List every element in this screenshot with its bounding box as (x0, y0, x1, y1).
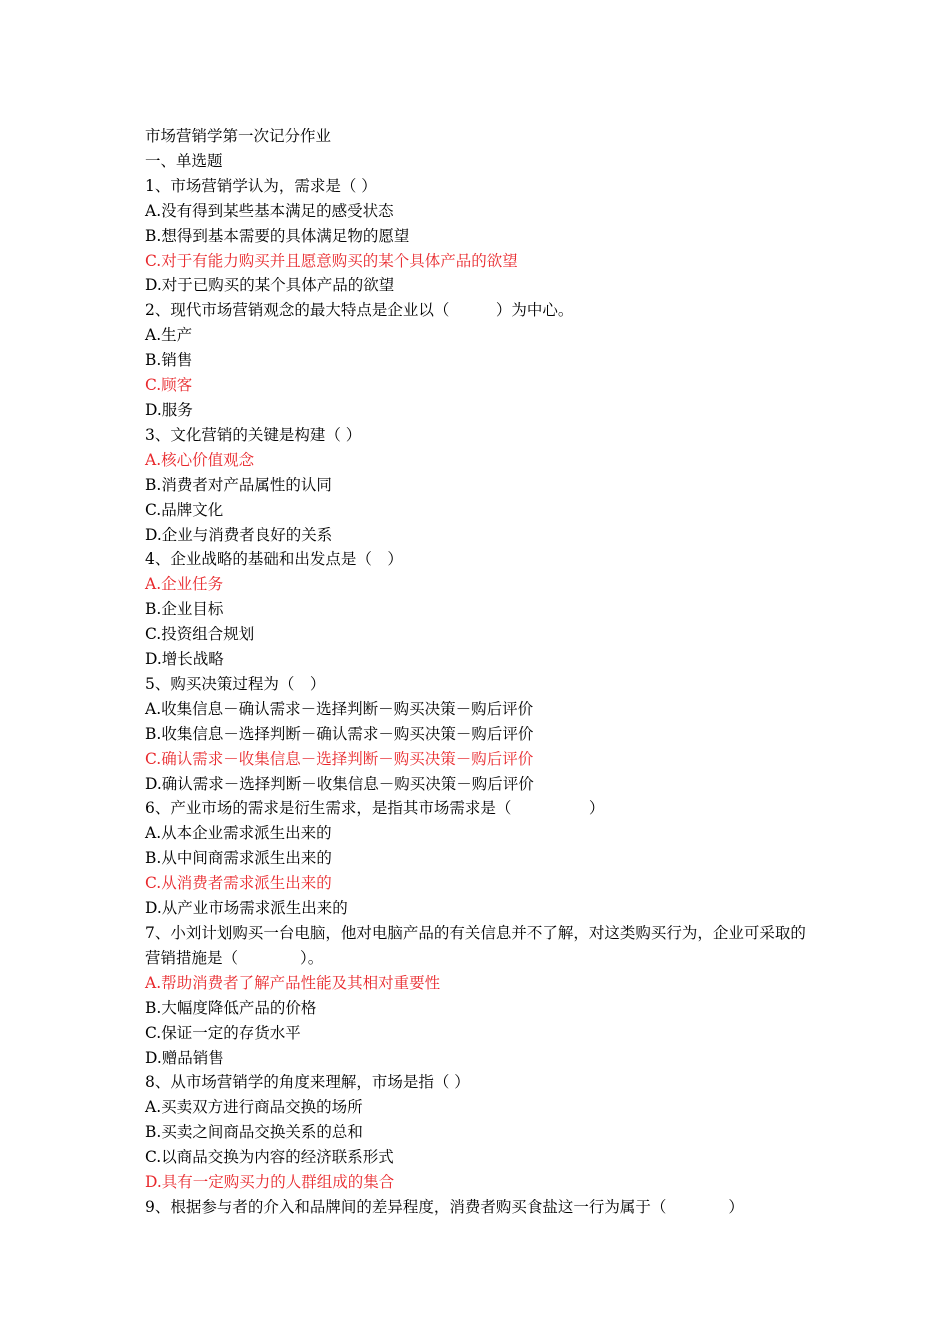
question-block (145, 921, 815, 1070)
document-title: 市场营销学第一次记分作业 (145, 127, 332, 145)
question-block (145, 174, 815, 299)
option-correct-answer: C.对于有能力购买并且愿意购买的某个具体产品的欲望 (145, 251, 518, 270)
option: A.收集信息－确认需求－选择判断－购买决策－购后评价 (145, 699, 534, 718)
question-stem: 7、小刘计划购买一台电脑，他对电脑产品的有关信息并不了解，对这类购买行为，企业可采取的营销措施是（ ）。 (145, 924, 806, 967)
question-block (145, 1195, 815, 1220)
question-stem: 6、产业市场的需求是衍生需求，是指其市场需求是（ ） (145, 799, 605, 818)
option: B.从中间商需求派生出来的 (145, 849, 332, 868)
question-stem: 8、从市场营销学的角度来理解，市场是指（ ） (145, 1073, 470, 1092)
option: B.销售 (145, 351, 193, 370)
option: A.从本企业需求派生出来的 (145, 824, 332, 843)
document-content (145, 124, 815, 1220)
question-list (145, 174, 815, 1220)
option: B.想得到基本需要的具体满足物的愿望 (145, 226, 410, 245)
option: D.对于已购买的某个具体产品的欲望 (145, 276, 395, 295)
question-stem: 2、现代市场营销观念的最大特点是企业以（ ）为中心。 (145, 301, 574, 320)
question-stem: 3、文化营销的关键是构建（ ） (145, 425, 362, 444)
question-block (145, 298, 815, 423)
option-correct-answer: C.顾客 (145, 376, 193, 395)
question-stem: 4、企业战略的基础和出发点是（ ） (145, 550, 403, 569)
option-correct-answer: C.确认需求－收集信息－选择判断－购买决策－购后评价 (145, 749, 534, 768)
option: D.从产业市场需求派生出来的 (145, 899, 348, 918)
option-correct-answer: C.从消费者需求派生出来的 (145, 874, 332, 893)
option-correct-answer: D.具有一定购买力的人群组成的集合 (145, 1173, 395, 1192)
option: D.服务 (145, 400, 193, 419)
question-block (145, 1070, 815, 1195)
question-stem: 9、根据参与者的介入和品牌间的差异程度，消费者购买食盐这一行为属于（ ） (145, 1197, 744, 1216)
option: C.品牌文化 (145, 500, 224, 519)
option: B.收集信息－选择判断－确认需求－购买决策－购后评价 (145, 724, 534, 743)
question-stem: 1、市场营销学认为，需求是（ ） (145, 176, 377, 195)
option: B.买卖之间商品交换关系的总和 (145, 1123, 363, 1142)
option: A.没有得到某些基本满足的感受状态 (145, 201, 394, 220)
option: D.确认需求－选择判断－收集信息－购买决策－购后评价 (145, 774, 534, 793)
option: D.增长战略 (145, 650, 224, 669)
option: C.投资组合规划 (145, 625, 255, 644)
option-correct-answer: A.企业任务 (145, 575, 224, 594)
option: B.消费者对产品属性的认同 (145, 475, 332, 494)
option: D.企业与消费者良好的关系 (145, 525, 333, 544)
option: B.企业目标 (145, 600, 224, 619)
option: D.赠品销售 (145, 1048, 224, 1067)
option: A.买卖双方进行商品交换的场所 (145, 1098, 363, 1117)
question-block (145, 672, 815, 797)
section-heading: 一、单选题 (145, 151, 223, 170)
question-block (145, 423, 815, 548)
option: C.保证一定的存货水平 (145, 1023, 301, 1042)
option: B.大幅度降低产品的价格 (145, 998, 317, 1017)
option-correct-answer: A.帮助消费者了解产品性能及其相对重要性 (145, 973, 441, 992)
option: C.以商品交换为内容的经济联系形式 (145, 1148, 394, 1167)
question-block (145, 547, 815, 672)
option: A.生产 (145, 326, 193, 345)
option-correct-answer: A.核心价值观念 (145, 450, 255, 469)
question-stem: 5、购买决策过程为（ ） (145, 674, 326, 693)
question-block (145, 796, 815, 921)
